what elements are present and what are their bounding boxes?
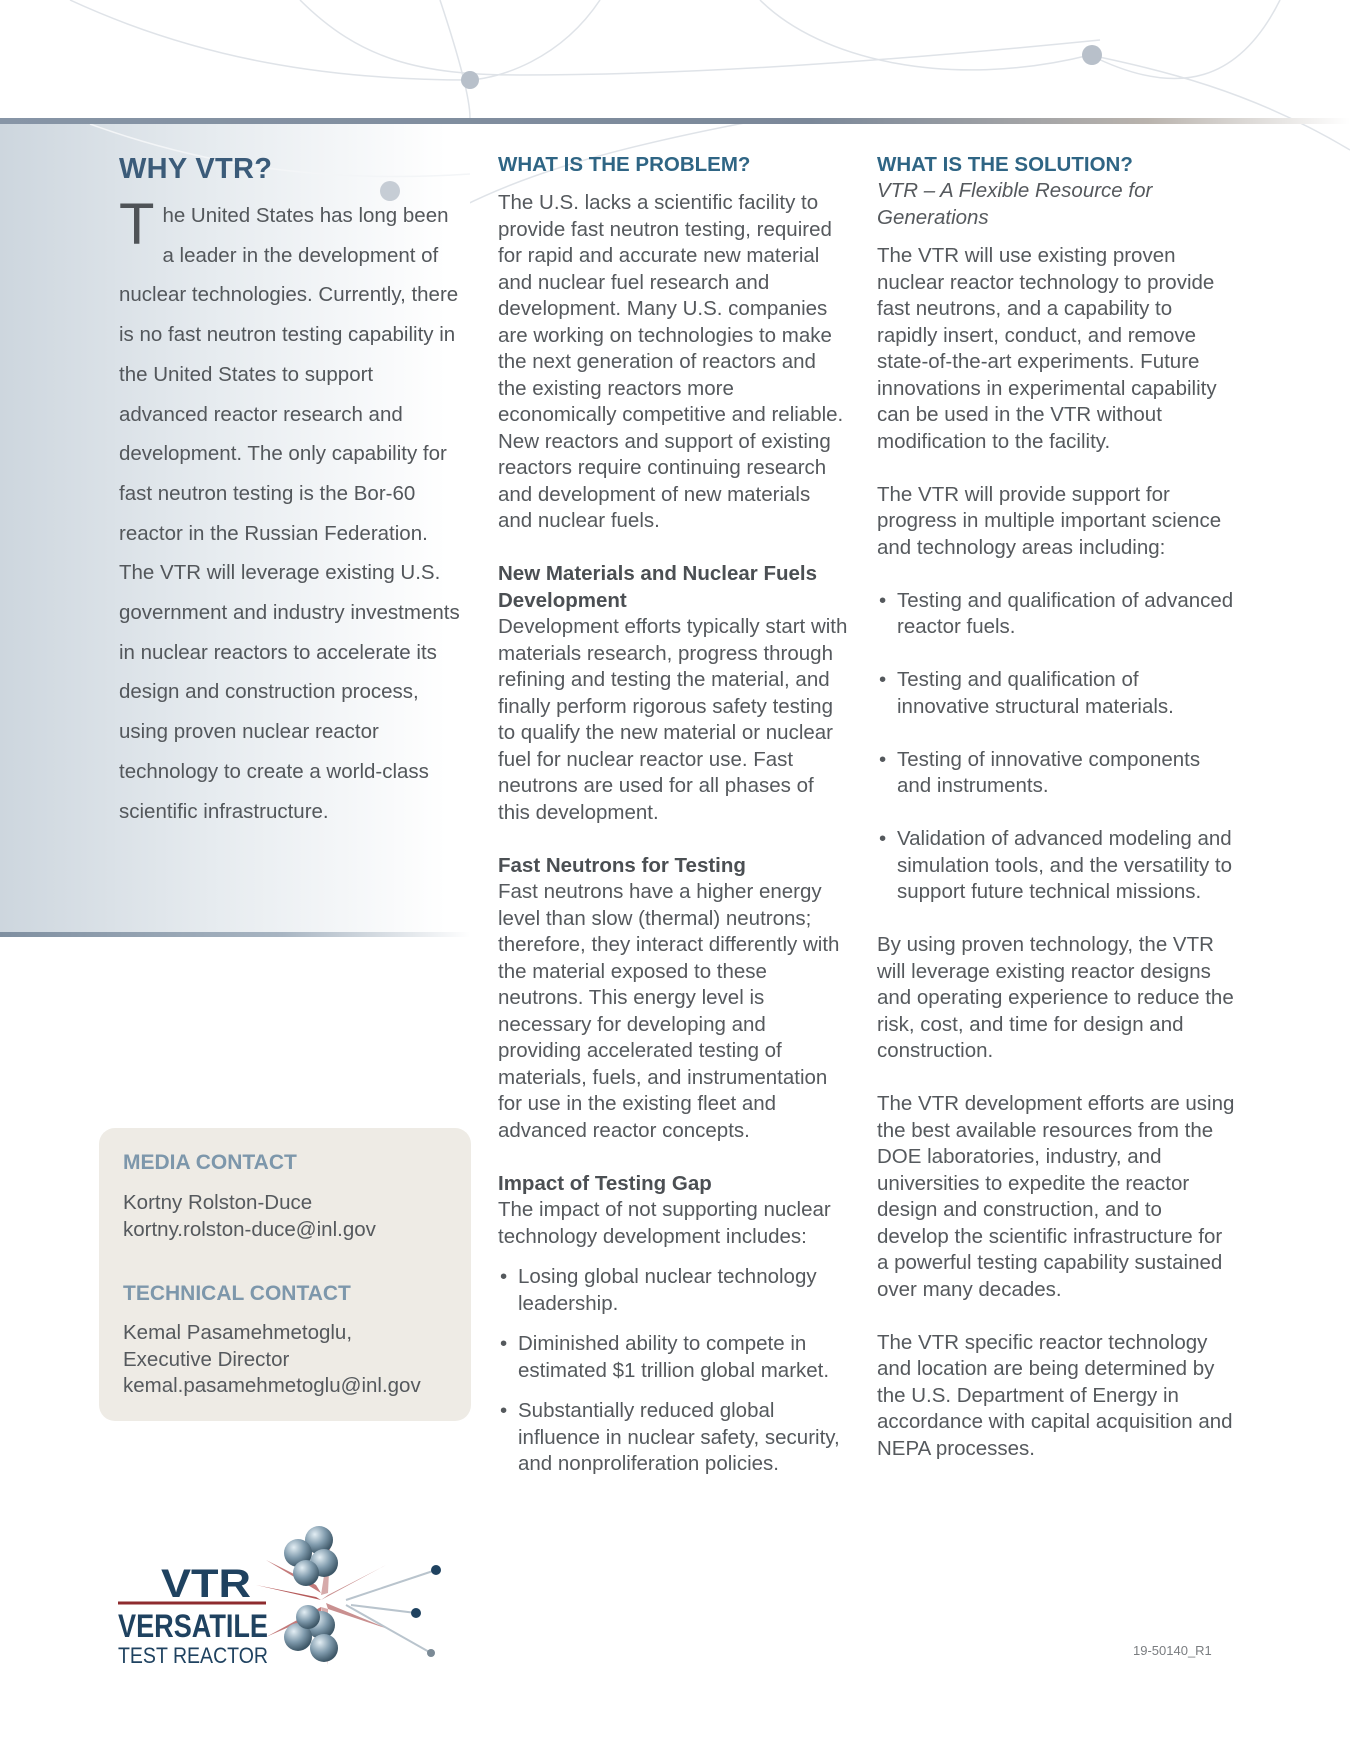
technical-contact-name: Kemal Pasamehmetoglu,: [123, 1321, 353, 1344]
gap-list: [498, 1264, 850, 1478]
why-vtr-title: WHY VTR?: [119, 153, 273, 185]
drop-cap: T: [119, 192, 155, 257]
atom-cluster-icon: [284, 1526, 338, 1662]
problem-title: WHAT IS THE PROBLEM?: [498, 153, 751, 176]
list-item: • Substantially reduced global influence in nuclear safety, security, and nonproliferation policies.: [498, 1398, 850, 1478]
orbit-dot: [461, 71, 479, 89]
technical-contact-role: Executive Director: [123, 1347, 290, 1371]
list-item: • Losing global nuclear technology leadership.: [498, 1264, 850, 1317]
particle-dot: [427, 1649, 435, 1657]
neutrons-body: Fast neutrons have a higher energy level than slow (thermal) neutrons; therefore, they interact differently with the material exposed to these neutrons. This energy level is necessary for developing and providing accelerated testing of materials, fuels, and instrumentation for use in the existing fleet and advanced reactor concepts.: [498, 880, 840, 1142]
neutrons-heading: Fast Neutrons for Testing: [498, 853, 746, 877]
solution-paragraph: The VTR will use existing proven nuclear reactor technology to provide fast neutrons, and a capability to rapidly insert, conduct, and remove state-of-the-art experiments. Future innovations in experimental capability can be used in the VTR without modification to the facility.: [877, 244, 1217, 453]
materials-body: Development efforts typically start with materials research, progress through refining and testing the material, and finally perform rigorous safety testing to qualify the new material or nuclear fuel for nuclear reactor use. Fast neutrons are used for all phases of this development.: [498, 615, 848, 824]
why-panel-bottom-rule: [0, 932, 470, 937]
solution-list: [877, 588, 1235, 906]
orbit-dot: [1082, 45, 1102, 65]
logo-line1: VERSATILE: [118, 1608, 268, 1644]
particle-dot: [431, 1565, 441, 1575]
problem-column: [498, 152, 850, 1504]
solution-paragraph: The VTR development efforts are using the best available resources from the DOE laboratories, industry, and universities to expedite the reactor design and construction, and to develop the scientific infrastructure for a powerful testing capability sustained over many decades.: [877, 1092, 1235, 1301]
list-item: • Diminished ability to compete in estimated $1 trillion global market.: [498, 1331, 850, 1384]
solution-paragraph: The VTR will provide support for progress in multiple important science and technology areas including:: [877, 482, 1222, 559]
technical-contact-email[interactable]: kemal.pasamehmetoglu@inl.gov: [123, 1374, 421, 1397]
gap-heading: Impact of Testing Gap: [498, 1171, 712, 1195]
list-item: • Testing and qualification of innovative structural materials.: [877, 667, 1235, 720]
particle-dot: [411, 1608, 421, 1618]
why-vtr-text: he United States has long been a leader in the development of nuclear technologies. Currently, there is no fast neutron testing capability in the United States to support advanced reactor research and development. The only capability for fast neutron testing is the Bor-60 reactor in the Russian Federation. The VTR will leverage existing U.S. government and industry investments in nuclear reactors to accelerate its design and construction process, using proven nuclear reactor technology to create a world-class scientific infrastructure.: [119, 204, 460, 823]
solution-subtitle: VTR – A Flexible Resource for Generations: [877, 179, 1153, 229]
solution-title: WHAT IS THE SOLUTION?: [877, 153, 1133, 176]
logo-line2: TEST REACTOR: [118, 1643, 268, 1668]
vtr-logo: [116, 1525, 456, 1670]
document-id: 19-50140_R1: [1133, 1643, 1212, 1658]
logo-abbr: VTR: [161, 1562, 252, 1606]
materials-heading: New Materials and Nuclear Fuels Development: [498, 562, 818, 612]
gap-body: The impact of not supporting nuclear technology development includes:: [498, 1198, 831, 1248]
contact-box: [99, 1128, 471, 1421]
list-item: • Validation of advanced modeling and simulation tools, and the versatility to support future technical missions.: [877, 826, 1235, 906]
media-contact-name: Kortny Rolston-Duce: [123, 1191, 313, 1214]
problem-intro: The U.S. lacks a scientific facility to provide fast neutron testing, required for rapid and accurate new material and nuclear fuel research and development. Many U.S. companies are working on technologies to make the next generation of reactors and the existing reactors more economically competitive and reliable. New reactors and support of existing reactors require continuing research and development of new materials and nuclear fuels.: [498, 191, 844, 532]
solution-column: [877, 152, 1235, 1489]
solution-paragraph: The VTR specific reactor technology and location are being determined by the U.S. Department of Energy in accordance with capital acquisition and NEPA processes.: [877, 1330, 1233, 1460]
list-item: • Testing of innovative components and instruments.: [877, 747, 1235, 800]
technical-contact-title: TECHNICAL CONTACT: [123, 1282, 351, 1305]
technical-contact-details: [123, 1320, 421, 1400]
media-contact-title: MEDIA CONTACT: [123, 1151, 297, 1174]
list-item: • Testing and qualification of advanced reactor fuels.: [877, 588, 1235, 641]
solution-paragraph: By using proven technology, the VTR will leverage existing reactor designs and operating experience to reduce the risk, cost, and time for design and construction.: [877, 933, 1234, 1062]
why-vtr-body: [119, 192, 464, 831]
media-contact-details: [123, 1190, 376, 1243]
media-contact-email[interactable]: kortny.rolston-duce@inl.gov: [123, 1217, 376, 1241]
